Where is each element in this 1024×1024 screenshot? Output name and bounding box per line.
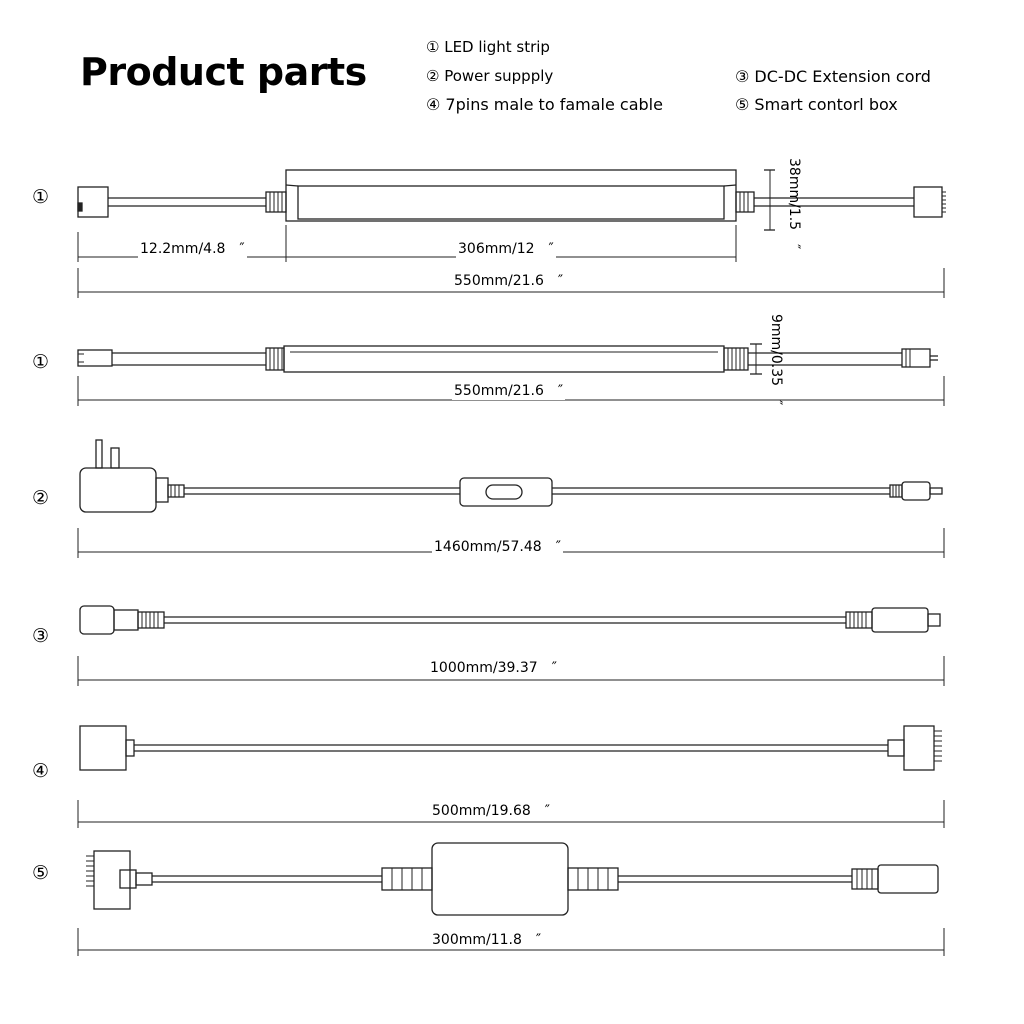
legend-item-3: ③ DC-DC Extension cord — [735, 67, 931, 86]
dim-body-length: 306mm/12 ″ — [456, 238, 556, 258]
strip-left-connector — [78, 187, 108, 217]
female-7pin-connector — [80, 726, 126, 770]
dim-height-1b: 9mm/0.35 ″ — [768, 314, 784, 406]
dc-plug — [902, 482, 930, 500]
strip-body-slim — [284, 346, 724, 372]
part-number-1a: ① — [32, 186, 50, 208]
dim-total-length-1b: 550mm/21.6 ″ — [452, 380, 565, 400]
male-7pin-input — [94, 851, 130, 909]
part-number-5: ⑤ — [32, 862, 50, 884]
dim-height-1a: 38mm/1.5 ″ — [786, 158, 802, 250]
legend-item-2: ② Power suppply — [426, 67, 554, 85]
dim-total-length-1a: 550mm/21.6 ″ — [452, 270, 565, 290]
legend-item-5: ⑤ Smart contorl box — [735, 95, 898, 114]
dim-total-length-5: 300mm/11.8 ″ — [430, 929, 543, 949]
control-box-body — [432, 843, 568, 915]
strip-right-connector — [914, 187, 942, 217]
legend-item-4: ④ 7pins male to famale cable — [426, 95, 663, 114]
part-number-3: ③ — [32, 625, 50, 647]
page-title: Product parts — [80, 50, 367, 94]
dc-female-output — [878, 865, 938, 893]
inline-switch — [460, 478, 552, 506]
strip-body-wide — [286, 170, 736, 221]
dim-connector-length: 12.2mm/4.8 ″ — [138, 238, 247, 258]
male-7pin-connector — [904, 726, 934, 770]
dim-total-length-4: 500mm/19.68 ″ — [430, 800, 552, 820]
strip-left-grommet — [266, 192, 286, 212]
dim-total-length-3: 1000mm/39.37 ″ — [428, 657, 559, 677]
power-adapter-body — [80, 468, 156, 512]
part-number-1b: ① — [32, 351, 50, 373]
dc-male-plug — [872, 608, 928, 632]
part-number-4: ④ — [32, 760, 50, 782]
switch-button — [486, 485, 522, 499]
dim-total-length-2: 1460mm/57.48 ″ — [432, 536, 563, 556]
part-number-2: ② — [32, 487, 50, 509]
legend-item-1: ① LED light strip — [426, 38, 550, 56]
strip-right-grommet — [736, 192, 754, 212]
dc-female-jack — [80, 606, 114, 634]
